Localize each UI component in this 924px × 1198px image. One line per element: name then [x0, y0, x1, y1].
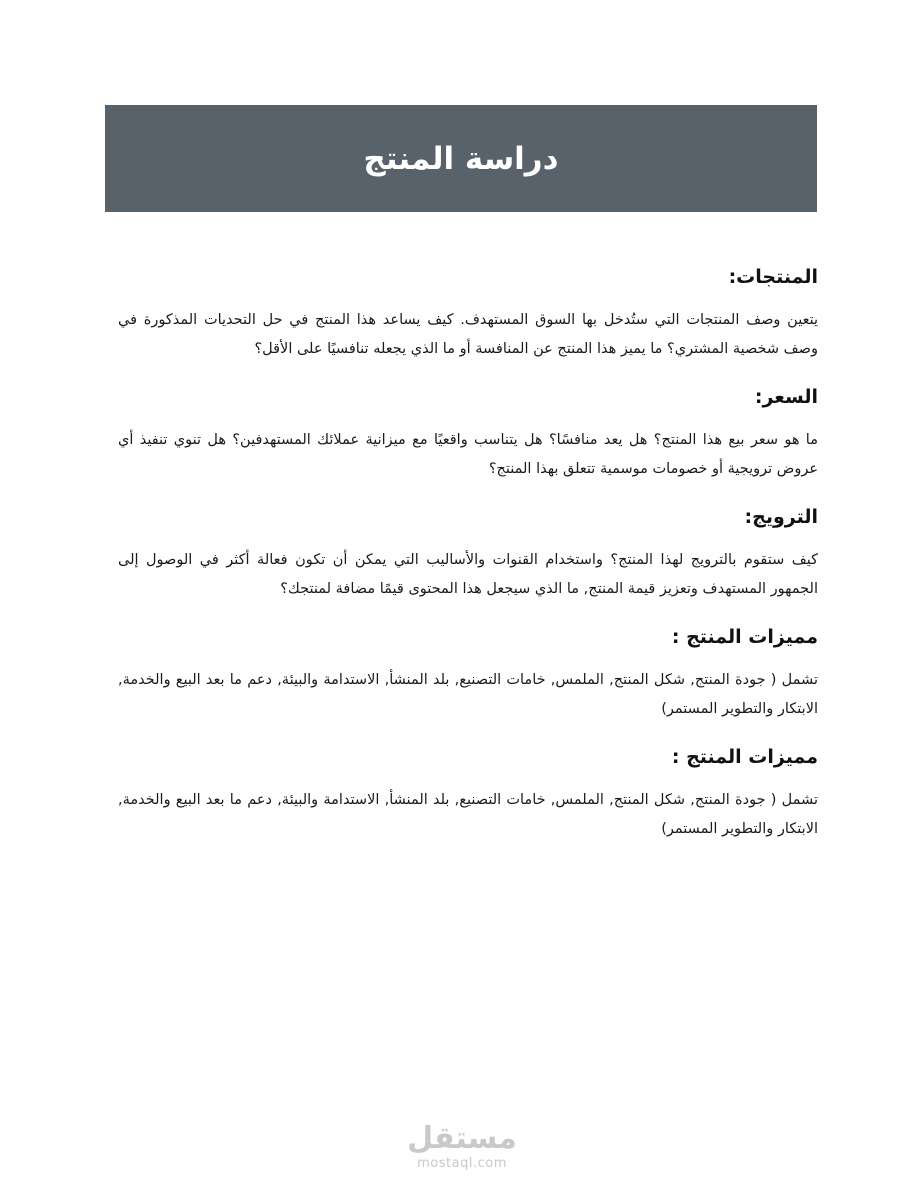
section-heading: مميزات المنتج :	[671, 626, 818, 648]
document-content	[118, 262, 818, 862]
watermark-url: mostaql.com	[417, 1156, 507, 1171]
page-title: دراسة المنتج	[363, 140, 559, 177]
section-price	[118, 382, 818, 484]
section-products	[118, 262, 818, 364]
section-heading: الترويج:	[744, 506, 818, 528]
section-body: تشمل ( جودة المنتج, شكل المنتج, الملمس, خامات التصنيع, بلد المنشأ, الاستدامة والبيئة, دعم ما بعد البيع والخدمة, الابتكار والتطوير المستمر)	[118, 672, 818, 717]
section-heading: مميزات المنتج :	[671, 746, 818, 768]
section-heading: السعر:	[754, 386, 818, 408]
mostaql-watermark	[402, 1122, 522, 1172]
section-body: تشمل ( جودة المنتج, شكل المنتج, الملمس, خامات التصنيع, بلد المنشأ, الاستدامة والبيئة, دعم ما بعد البيع والخدمة, الابتكار والتطوير المستمر)	[118, 792, 818, 837]
title-banner	[105, 105, 817, 212]
watermark-logo: مستقل	[407, 1121, 517, 1156]
section-promotion	[118, 502, 818, 604]
section-features-repeat	[118, 742, 818, 844]
section-features	[118, 622, 818, 724]
section-body: كيف ستقوم بالترويج لهذا المنتج؟ واستخدام القنوات والأساليب التي يمكن أن تكون فعالة أكثر في الوصول إلى الجمهور المستهدف وتعزيز قيمة المنتج, ما الذي سيجعل هذا المحتوى قيمًا مضافة لمنتجك؟	[118, 552, 818, 597]
section-heading: المنتجات:	[728, 266, 818, 288]
section-body: ما هو سعر بيع هذا المنتج؟ هل يعد منافسًا؟ هل يتناسب واقعيًا مع ميزانية عملائك المستهدفين؟ هل تنوي تنفيذ أي عروض ترويجية أو خصومات موسمية تتعلق بهذا المنتج؟	[118, 432, 818, 477]
section-body: يتعين وصف المنتجات التي ستُدخل بها السوق المستهدف. كيف يساعد هذا المنتج في حل التحديات المذكورة في وصف شخصية المشتري؟ ما يميز هذا المنتج عن المنافسة أو ما الذي يجعله تنافسيًا على الأقل؟	[118, 312, 818, 357]
